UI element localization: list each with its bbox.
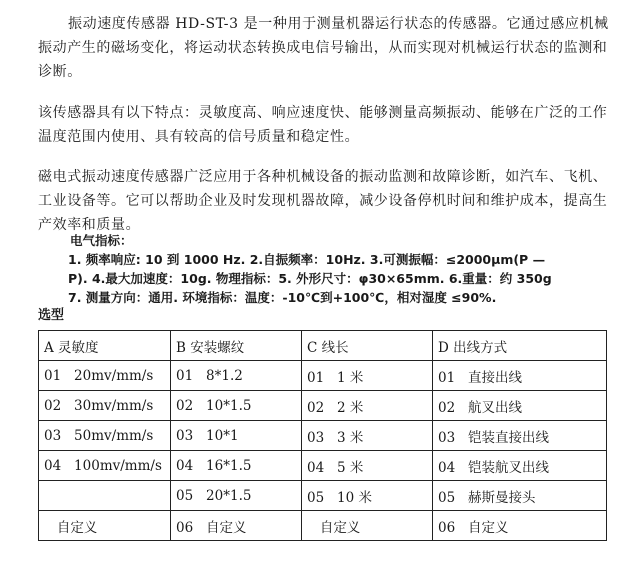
table-cell: 02 航叉出线 bbox=[433, 391, 607, 421]
header-sensitivity: A 灵敏度 bbox=[39, 331, 171, 361]
table-row bbox=[39, 481, 607, 511]
selection-table bbox=[38, 330, 607, 541]
table-cell: 自定义 bbox=[302, 511, 433, 541]
table-cell: 01 8*1.2 bbox=[171, 361, 302, 391]
table-row bbox=[39, 451, 607, 481]
table-cell: 04 5 米 bbox=[302, 451, 433, 481]
header-cable-length: C 线长 bbox=[302, 331, 433, 361]
table-cell: 04 铠装航叉出线 bbox=[433, 451, 607, 481]
table-row bbox=[39, 391, 607, 421]
table-cell: 03 3 米 bbox=[302, 421, 433, 451]
application-paragraph: 磁电式振动速度传感器广泛应用于各种机械设备的振动监测和故障诊断，如汽车、飞机、工业设备等。它可以帮助企业及时发现机器故障，减少设备停机时间和维护成本，提高生产效率和质量。 bbox=[38, 169, 608, 233]
header-thread: B 安装螺纹 bbox=[171, 331, 302, 361]
table-cell: 01 20mv/mm/s bbox=[39, 361, 171, 391]
specs-line-2: P). 4.最大加速度：10g. 物理指标：5. 外形尺寸：φ30×65mm. 6.重量：约 350g bbox=[68, 271, 552, 286]
table-cell: 04 16*1.5 bbox=[171, 451, 302, 481]
table-cell: 02 10*1.5 bbox=[171, 391, 302, 421]
table-cell: 04 100mv/mm/s bbox=[39, 451, 171, 481]
table-cell: 05 20*1.5 bbox=[171, 481, 302, 511]
features-paragraph: 该传感器具有以下特点：灵敏度高、响应速度快、能够测量高频振动、能够在广泛的工作温度范围内使用、具有较高的信号质量和稳定性。 bbox=[38, 105, 608, 145]
table-cell: 05 赫斯曼接头 bbox=[433, 481, 607, 511]
table-cell bbox=[39, 481, 171, 511]
table-cell: 06 自定义 bbox=[171, 511, 302, 541]
table-row bbox=[39, 361, 607, 391]
table-cell: 自定义 bbox=[39, 511, 171, 541]
table-cell: 03 铠装直接出线 bbox=[433, 421, 607, 451]
table-cell: 01 直接出线 bbox=[433, 361, 607, 391]
electrical-specs bbox=[38, 231, 618, 307]
header-outlet-mode: D 出线方式 bbox=[433, 331, 607, 361]
table-row bbox=[39, 421, 607, 451]
table-cell: 01 1 米 bbox=[302, 361, 433, 391]
table-cell: 02 2 米 bbox=[302, 391, 433, 421]
intro-paragraph: 振动速度传感器 HD-ST-3 是一种用于测量机器运行状态的传感器。它通过感应机械振动产生的磁场变化，将运动状态转换成电信号输出，从而实现对机械运行状态的监测和诊断。 bbox=[38, 16, 609, 80]
specs-line-1: 1. 频率响应: 10 到 1000 Hz. 2.自振频率：10Hz. 3.可测振幅：≤2000μm(P — bbox=[68, 252, 546, 267]
specs-title: 电气指标： bbox=[70, 233, 133, 248]
table-row bbox=[39, 511, 607, 541]
table-cell: 06 自定义 bbox=[433, 511, 607, 541]
specs-line-3: 7. 测量方向：通用. 环境指标：温度：-10℃到+100℃，相对湿度 ≤90%. bbox=[68, 290, 497, 305]
selection-title: 选型 bbox=[38, 308, 65, 323]
table-cell: 03 50mv/mm/s bbox=[39, 421, 171, 451]
table-cell: 02 30mv/mm/s bbox=[39, 391, 171, 421]
table-header-row bbox=[39, 331, 607, 361]
table-cell: 05 10 米 bbox=[302, 481, 433, 511]
table-cell: 03 10*1 bbox=[171, 421, 302, 451]
